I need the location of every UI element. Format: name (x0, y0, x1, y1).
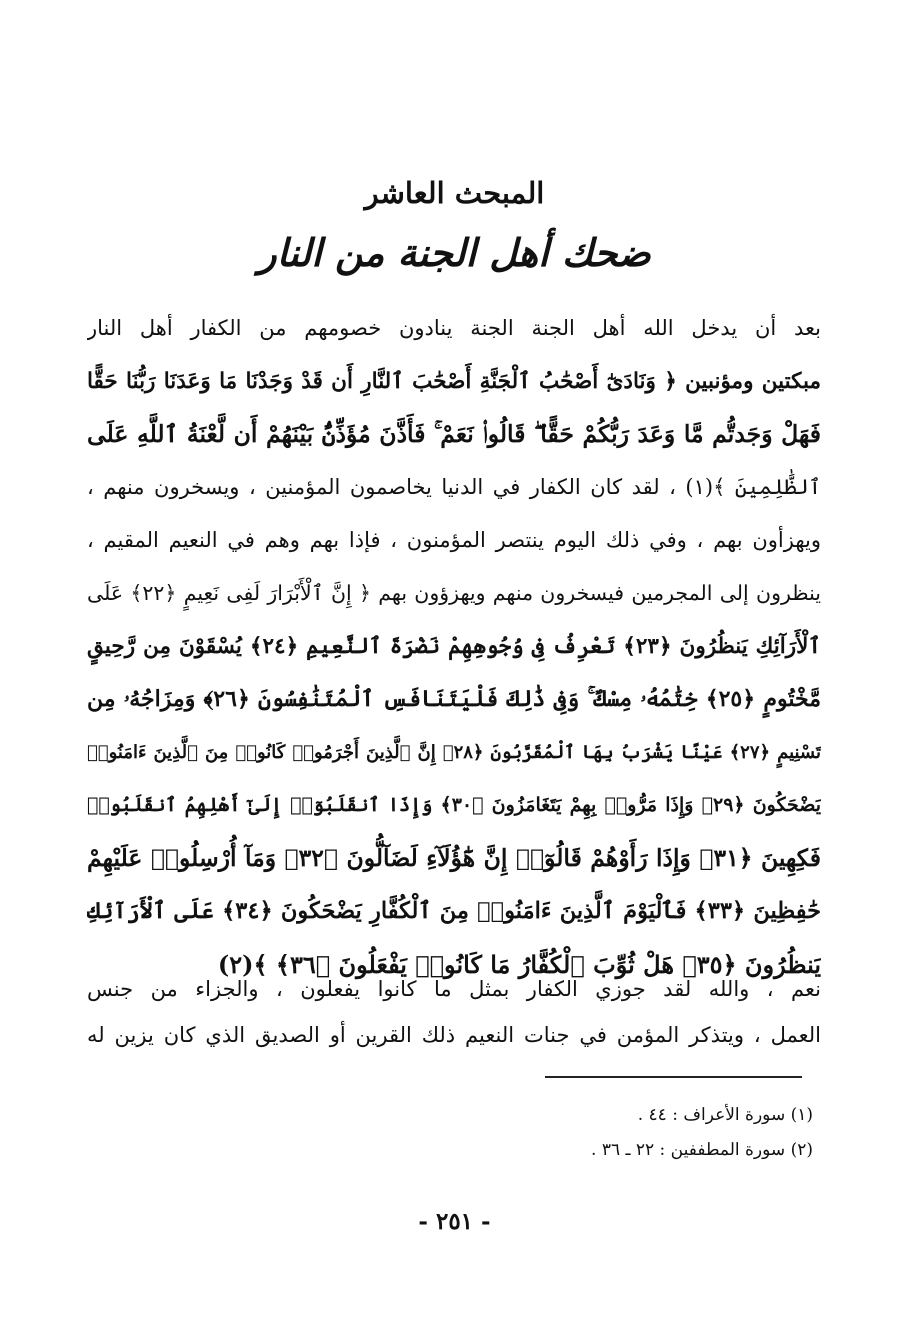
text-line: العمل ، ويتذكر المؤمن في جنات النعيم ذلك القرين أو الصديق الذي كان يزين له (87, 1023, 821, 1047)
quran-verse-line: يَنظُرُونَ ﴿٣٥﴾ هَلْ ثُوِّبَ ٱلْكُفَّارُ مَا كَانُوا۟ يَفْعَلُونَ ﴿٣٦﴾ ﴾(٢) (217, 950, 821, 979)
quran-verse-line: فَكِهِينَ ﴿٣١﴾ وَإِذَا رَأَوْهُمْ قَالُوٓا۟ إِنَّ هَٰٓؤُلَآءِ لَضَآلُّونَ ﴿٣٢﴾ وَمَآ أُرْسِلُوا۟ عَلَيْهِمْ (87, 844, 821, 872)
text-line: ويهزأون بهم ، وفي ذلك اليوم ينتصر المؤمنون ، فإذا بهم وهم في النعيم المقيم ، (87, 528, 821, 552)
quran-verse-line: مبكتين ومؤنبين ﴿ وَنَادَىٰٓ أَصْحَٰبُ ٱلْجَنَّةِ أَصْحَٰبَ ٱلنَّارِ أَن قَدْ وَجَدْنَا مَا وَعَدَنَا رَبُّنَا حَقًّا (87, 369, 821, 394)
quran-verse-line: ٱلْأَرَآئِكِ يَنظُرُونَ ﴿٢٣﴾ تَعْرِفُ فِى وُجُوهِهِمْ نَضْرَةَ ٱلنَّعِيمِ ﴿٢٤﴾ يُسْقَوْنَ مِن رَّحِيقٍ (87, 634, 821, 659)
quran-verse-line: حَٰفِظِينَ ﴿٣٣﴾ فَٱلْيَوْمَ ٱلَّذِينَ ءَامَنُوا۟ مِنَ ٱلْكُفَّارِ يَضْحَكُونَ ﴿٣٤﴾ عَلَى ٱلْأَرَآئِكِ (87, 898, 821, 924)
quran-verse-line: يَضْحَكُونَ ﴿٢٩﴾ وَإِذَا مَرُّوا۟ بِهِمْ يَتَغَامَزُونَ ﴿٣٠﴾ وَإِذَا ٱنقَلَبُوٓا۟ إِلَىٰٓ أَهْلِهِمُ ٱنقَلَبُوا۟ (87, 794, 821, 816)
footnote: (١) سورة الأعراف : ٤٤ . (637, 1105, 813, 1125)
text-line: ينظرون إلى المجرمين فيسخرون منهم ويهزؤون بهم ﴿ إِنَّ ٱلْأَبْرَارَ لَفِى نَعِيمٍ ﴿٢٢﴾ عَلَى (87, 581, 821, 605)
chapter-title: ضحك أهل الجنة من النار (258, 230, 651, 275)
footnotes (413, 1098, 813, 1168)
footnote-divider (545, 1076, 802, 1078)
page-number: - ٢٥١ - (418, 1208, 491, 1235)
quran-verse-line: مَّخْتُومٍ ﴿٢٥﴾ خِتَٰمُهُۥ مِسْكٌ ۚ وَفِى ذَٰلِكَ فَلْيَتَنَافَسِ ٱلْمُتَنَٰفِسُونَ ﴿٢٦﴾ وَمِزَاجُهُۥ مِن (87, 686, 821, 712)
text-line: نعم ، والله لقد جوزي الكفار بمثل ما كانوا يفعلون ، والجزاء من جنس (87, 977, 821, 1001)
text-line: ٱلظَّٰلِمِينَ ﴾(١) ، لقد كان الكفار في الدنيا يخاصمون المؤمنين ، ويسخرون منهم ، (87, 475, 821, 499)
text-line: بعد أن يدخل الله أهل الجنة الجنة ينادون خصومهم من الكفار أهل النار (87, 316, 821, 340)
closing-paragraph (87, 966, 821, 1058)
quran-verse-line: تَسْنِيمٍ ﴿٢٧﴾ عَيْنًا يَشْرَبُ بِهَا ٱلْمُقَرَّبُونَ ﴿٢٨﴾ إِنَّ ٱلَّذِينَ أَجْرَمُوا۟ كَانُوا۟ مِنَ ٱلَّذِينَ ءَامَنُوا۟ (87, 742, 821, 763)
main-paragraph (87, 302, 821, 991)
footnote: (٢) سورة المطففين : ٢٢ ـ ٣٦ . (591, 1140, 813, 1160)
section-heading: المبحث العاشر (364, 176, 545, 210)
quran-verse-line: فَهَلْ وَجَدتُّم مَّا وَعَدَ رَبُّكُمْ حَقًّا ۖ قَالُوا۟ نَعَمْ ۚ فَأَذَّنَ مُؤَذِّنٌۢ بَيْنَهُمْ أَن لَّعْنَةُ ٱللَّهِ عَلَى (87, 420, 821, 448)
